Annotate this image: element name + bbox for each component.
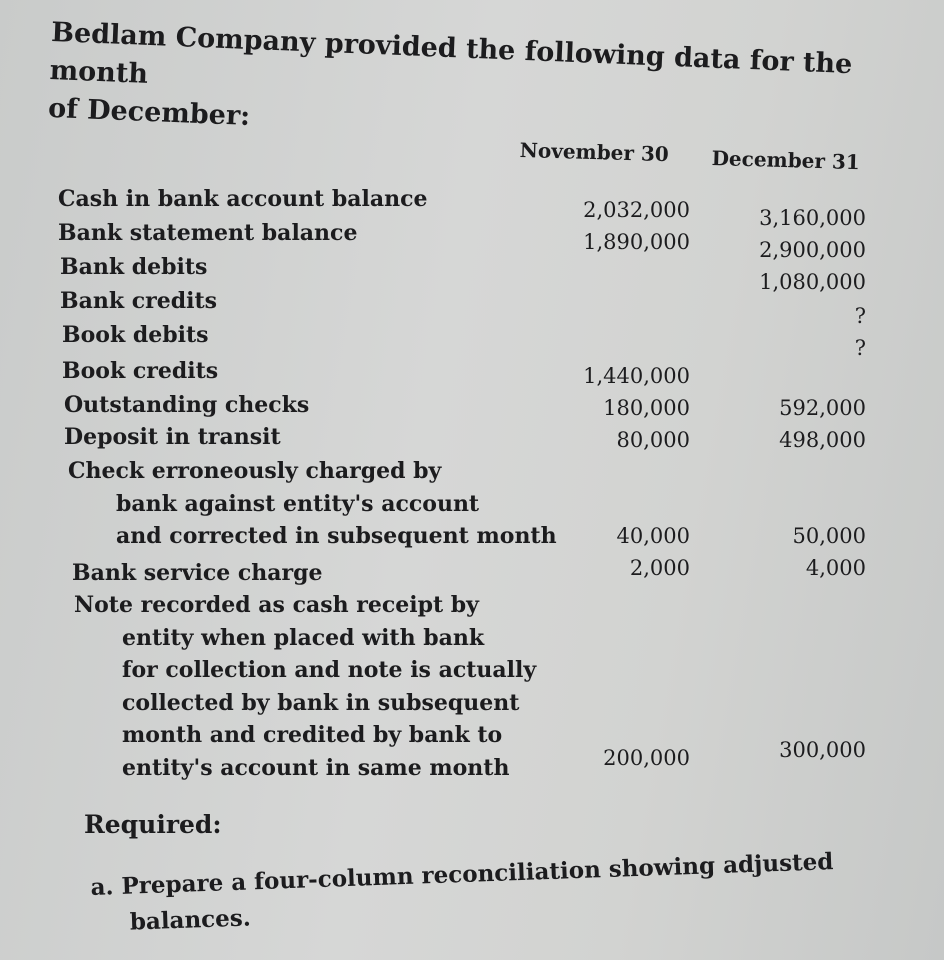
row-label-continuation: for collection and note is actually	[122, 657, 537, 683]
december-value: 50,000	[792, 524, 866, 548]
row-label-continuation: collected by bank in subsequent	[122, 689, 520, 716]
november-value: 1,440,000	[583, 364, 690, 388]
november-value: 180,000	[603, 396, 690, 420]
row-label-continuation: entity's account in same month	[122, 754, 510, 781]
november-value: 40,000	[616, 524, 690, 548]
november-value: 2,000	[629, 556, 690, 580]
november-value: 2,032,000	[583, 198, 690, 222]
row-label: Book debits	[62, 322, 209, 348]
row-label: Book credits	[62, 358, 219, 384]
required-task	[90, 842, 892, 942]
row-label-continuation: month and credited by bank to	[122, 722, 503, 748]
task-line-2: balances.	[129, 904, 252, 936]
row-label: Outstanding checks	[64, 392, 310, 418]
november-value: 80,000	[616, 428, 690, 452]
row-label: Bank debits	[60, 254, 208, 280]
december-value: 2,900,000	[759, 238, 866, 262]
row-label-continuation: and corrected in subsequent month	[116, 523, 557, 549]
december-value: ?	[854, 304, 866, 328]
row-label-continuation: entity when placed with bank	[122, 624, 485, 651]
row-label: Check erroneously charged by	[68, 458, 442, 484]
december-value: 3,160,000	[759, 206, 866, 230]
row-label: Bank credits	[60, 288, 218, 314]
row-label-continuation: bank against entity's account	[116, 490, 480, 517]
november-value: 1,890,000	[583, 230, 690, 254]
december-value: 4,000	[805, 556, 866, 580]
column-header-november: November 30	[519, 138, 670, 167]
december-value: 498,000	[779, 428, 866, 452]
december-value: 592,000	[779, 396, 866, 420]
required-heading: Required:	[84, 810, 222, 839]
row-label: Bank service charge	[72, 560, 323, 586]
header-line-2: of December:	[47, 92, 251, 133]
december-value: 300,000	[779, 738, 866, 762]
header-line-1: Bedlam Company provided the following data for the month	[49, 16, 853, 90]
row-label: Note recorded as cash receipt by	[74, 592, 479, 618]
december-value: ?	[854, 336, 866, 360]
problem-header	[47, 14, 891, 162]
row-label: Deposit in transit	[64, 424, 281, 450]
december-value: 1,080,000	[759, 270, 866, 294]
row-label: Bank statement balance	[58, 220, 358, 246]
november-value: 200,000	[603, 746, 690, 770]
column-header-december: December 31	[711, 146, 861, 175]
task-line-1: a. Prepare a four-column reconciliation showing adjusted	[90, 848, 834, 901]
row-label: Cash in bank account balance	[58, 186, 428, 212]
